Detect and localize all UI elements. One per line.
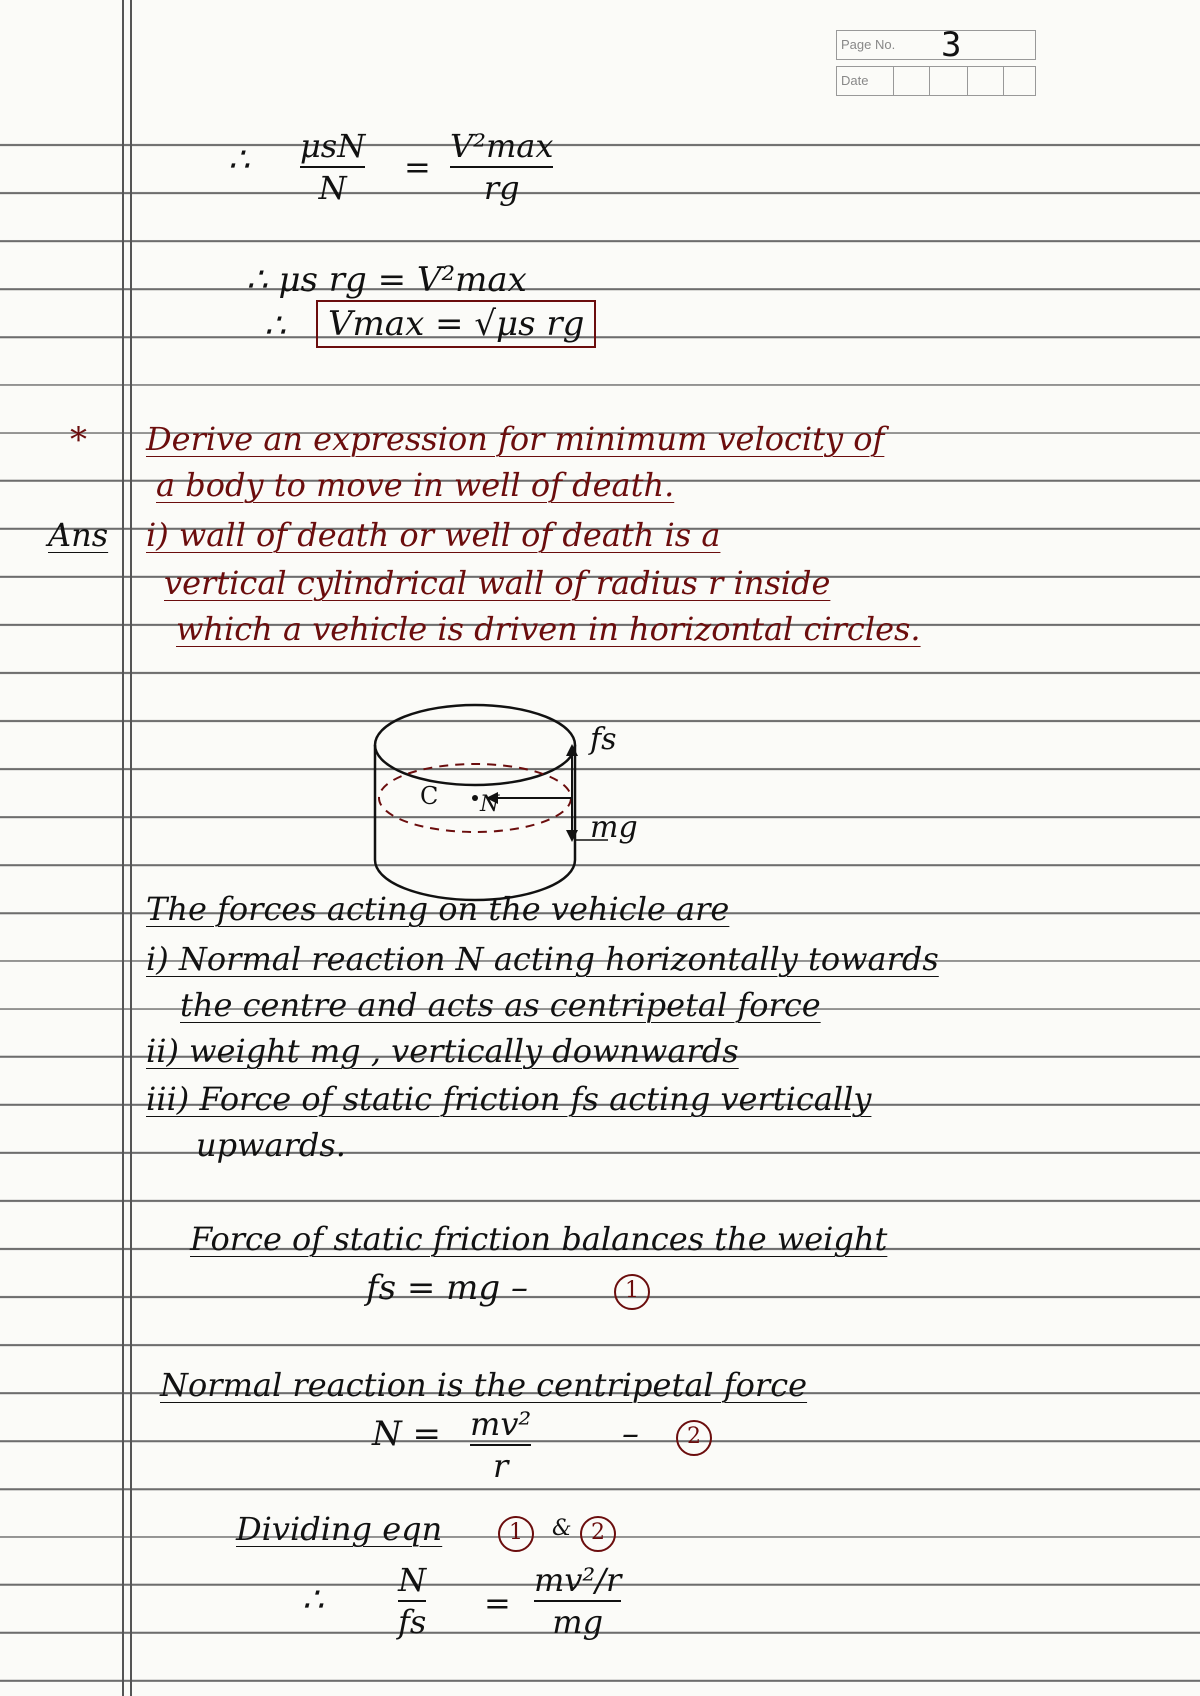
equation-2-lhs: N = <box>372 1414 442 1454</box>
forces-intro: The forces acting on the vehicle are <box>146 890 730 928</box>
fraction-denominator: mg <box>552 1603 604 1641</box>
answer-label: Ans <box>48 516 109 554</box>
force-item: the centre and acts as centripetal force <box>180 986 821 1024</box>
fraction-lhs <box>300 126 365 208</box>
equation-number: 1 <box>614 1274 650 1310</box>
therefore-symbol: ∴ <box>302 1580 324 1620</box>
force-item: iii) Force of static friction fs acting vertically <box>146 1080 872 1118</box>
date-cell-divider <box>893 67 894 95</box>
statement: Normal reaction is the centripetal force <box>160 1366 808 1404</box>
fraction-numerator: μsN <box>300 127 366 165</box>
date-label: Date <box>841 73 869 88</box>
equation-number: 2 <box>676 1420 712 1456</box>
equation-number: 1 <box>498 1516 534 1552</box>
margin-line <box>130 0 132 1696</box>
margin-line <box>122 0 124 1696</box>
page-header-box <box>836 25 1036 100</box>
answer-line: vertical cylindrical wall of radius r inside <box>164 564 831 602</box>
answer-line: which a vehicle is driven in horizontal circles. <box>176 610 921 648</box>
equation-1: fs = mg – <box>366 1268 528 1308</box>
dash: – <box>622 1414 639 1454</box>
fraction-numerator: mv² <box>470 1405 532 1443</box>
page-number: 3 <box>941 25 962 65</box>
equation-number: 2 <box>580 1516 616 1552</box>
date-cell-divider <box>1003 67 1004 95</box>
therefore-symbol: ∴ <box>228 140 250 180</box>
normal-label: N <box>480 792 500 817</box>
equals-sign: = <box>404 148 431 186</box>
answer-line: i) wall of death or well of death is a <box>146 516 721 554</box>
question-star: * <box>70 420 87 460</box>
fraction <box>398 1560 426 1642</box>
fraction-numerator: V²max <box>450 127 554 165</box>
fraction-numerator: mv²/r <box>534 1561 622 1599</box>
question-line: a body to move in well of death. <box>156 466 675 504</box>
therefore-symbol: ∴ <box>264 306 286 346</box>
question-line: Derive an expression for minimum velocity of <box>146 420 885 458</box>
fraction-denominator: fs <box>398 1603 427 1641</box>
page-no-label: Page No. <box>841 37 896 52</box>
date-row <box>836 66 1036 96</box>
force-item: i) Normal reaction N acting horizontally towards <box>146 940 939 978</box>
statement: Force of static friction balances the weight <box>190 1220 888 1258</box>
friction-label: fs <box>590 722 617 757</box>
fraction-rhs <box>450 126 553 208</box>
centre-label: C <box>420 782 439 810</box>
equals-sign: = <box>484 1584 511 1622</box>
fraction <box>534 1560 621 1642</box>
fraction-denominator: N <box>318 169 347 207</box>
page-no-row <box>836 25 1036 65</box>
dividing-statement: Dividing eqn <box>236 1510 443 1548</box>
equation-line: ∴ μs rg = V²max <box>246 260 527 300</box>
force-item: ii) weight mg , vertically downwards <box>146 1032 739 1070</box>
fraction <box>470 1404 531 1486</box>
date-cell-divider <box>929 67 930 95</box>
force-item: upwards. <box>196 1126 346 1164</box>
ampersand: & <box>552 1516 572 1541</box>
date-cell-divider <box>967 67 968 95</box>
boxed-result: Vmax = √μs rg <box>316 300 596 348</box>
fraction-numerator: N <box>398 1561 427 1599</box>
fraction-denominator: rg <box>483 169 520 207</box>
fraction-denominator: r <box>492 1447 509 1485</box>
weight-label: mg <box>590 810 638 845</box>
